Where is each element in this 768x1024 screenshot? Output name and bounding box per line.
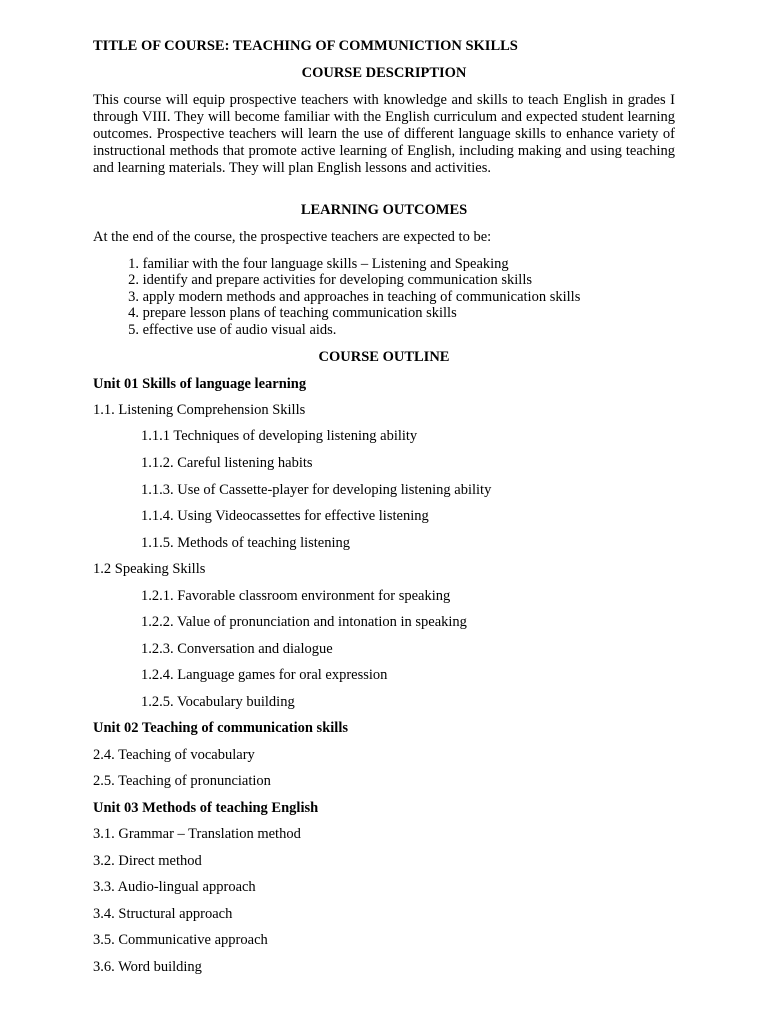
- section-1-2: 1.2 Speaking Skills: [93, 561, 206, 577]
- subsection-item: 1.2.3. Conversation and dialogue: [141, 641, 333, 657]
- subsection-item: 1.2.2. Value of pronunciation and intonation in speaking: [141, 614, 467, 630]
- unit-03-title: Unit 03 Methods of teaching English: [93, 800, 319, 816]
- learning-outcomes-intro: At the end of the course, the prospective teachers are expected to be:: [93, 229, 492, 245]
- course-outline-heading: COURSE OUTLINE: [318, 349, 450, 365]
- section-item: 3.6. Word building: [93, 959, 202, 975]
- subsection-item: 1.1.1 Techniques of developing listening ability: [141, 428, 418, 444]
- section-1-1: 1.1. Listening Comprehension Skills: [93, 402, 306, 418]
- course-description-text: This course will equip prospective teachers with knowledge and skills to teach English in grades I through VIII. They will become familiar with the English curriculum and expected student learning outcomes. Prospective teachers will learn the use of different language skills to enhance variety of instructional methods that promote active learning of English, including making and using teaching and learning materials. They will plan English lessons and activities.: [93, 92, 675, 176]
- outcome-item: 1. familiar with the four language skills – Listening and Speaking: [128, 256, 509, 272]
- subsection-item: 1.1.2. Careful listening habits: [141, 455, 313, 471]
- section-item: 2.5. Teaching of pronunciation: [93, 773, 271, 789]
- section-item: 3.1. Grammar – Translation method: [93, 826, 301, 842]
- outcome-item: 2. identify and prepare activities for developing communication skills: [128, 272, 533, 288]
- subsection-item: 1.2.1. Favorable classroom environment for speaking: [141, 588, 451, 604]
- section-item: 3.5. Communicative approach: [93, 932, 268, 948]
- outcome-item: 5. effective use of audio visual aids.: [128, 322, 337, 338]
- subsection-item: 1.2.4. Language games for oral expression: [141, 667, 388, 683]
- course-title: TITLE OF COURSE: TEACHING OF COMMUNICTION SKILLS: [93, 38, 518, 54]
- subsection-item: 1.2.5. Vocabulary building: [141, 694, 295, 710]
- section-item: 3.4. Structural approach: [93, 906, 233, 922]
- subsection-item: 1.1.4. Using Videocassettes for effective listening: [141, 508, 429, 524]
- unit-01-title: Unit 01 Skills of language learning: [93, 376, 307, 392]
- section-item: 2.4. Teaching of vocabulary: [93, 747, 255, 763]
- learning-outcomes-heading: LEARNING OUTCOMES: [300, 202, 468, 218]
- unit-02-title: Unit 02 Teaching of communication skills: [93, 720, 348, 736]
- course-description-heading: COURSE DESCRIPTION: [301, 65, 467, 81]
- subsection-item: 1.1.3. Use of Cassette-player for developing listening ability: [141, 482, 492, 498]
- outcome-item: 4. prepare lesson plans of teaching communication skills: [128, 305, 457, 321]
- section-item: 3.3. Audio-lingual approach: [93, 879, 256, 895]
- subsection-item: 1.1.5. Methods of teaching listening: [141, 535, 351, 551]
- section-item: 3.2. Direct method: [93, 853, 202, 869]
- outcome-item: 3. apply modern methods and approaches in teaching of communication skills: [128, 289, 581, 305]
